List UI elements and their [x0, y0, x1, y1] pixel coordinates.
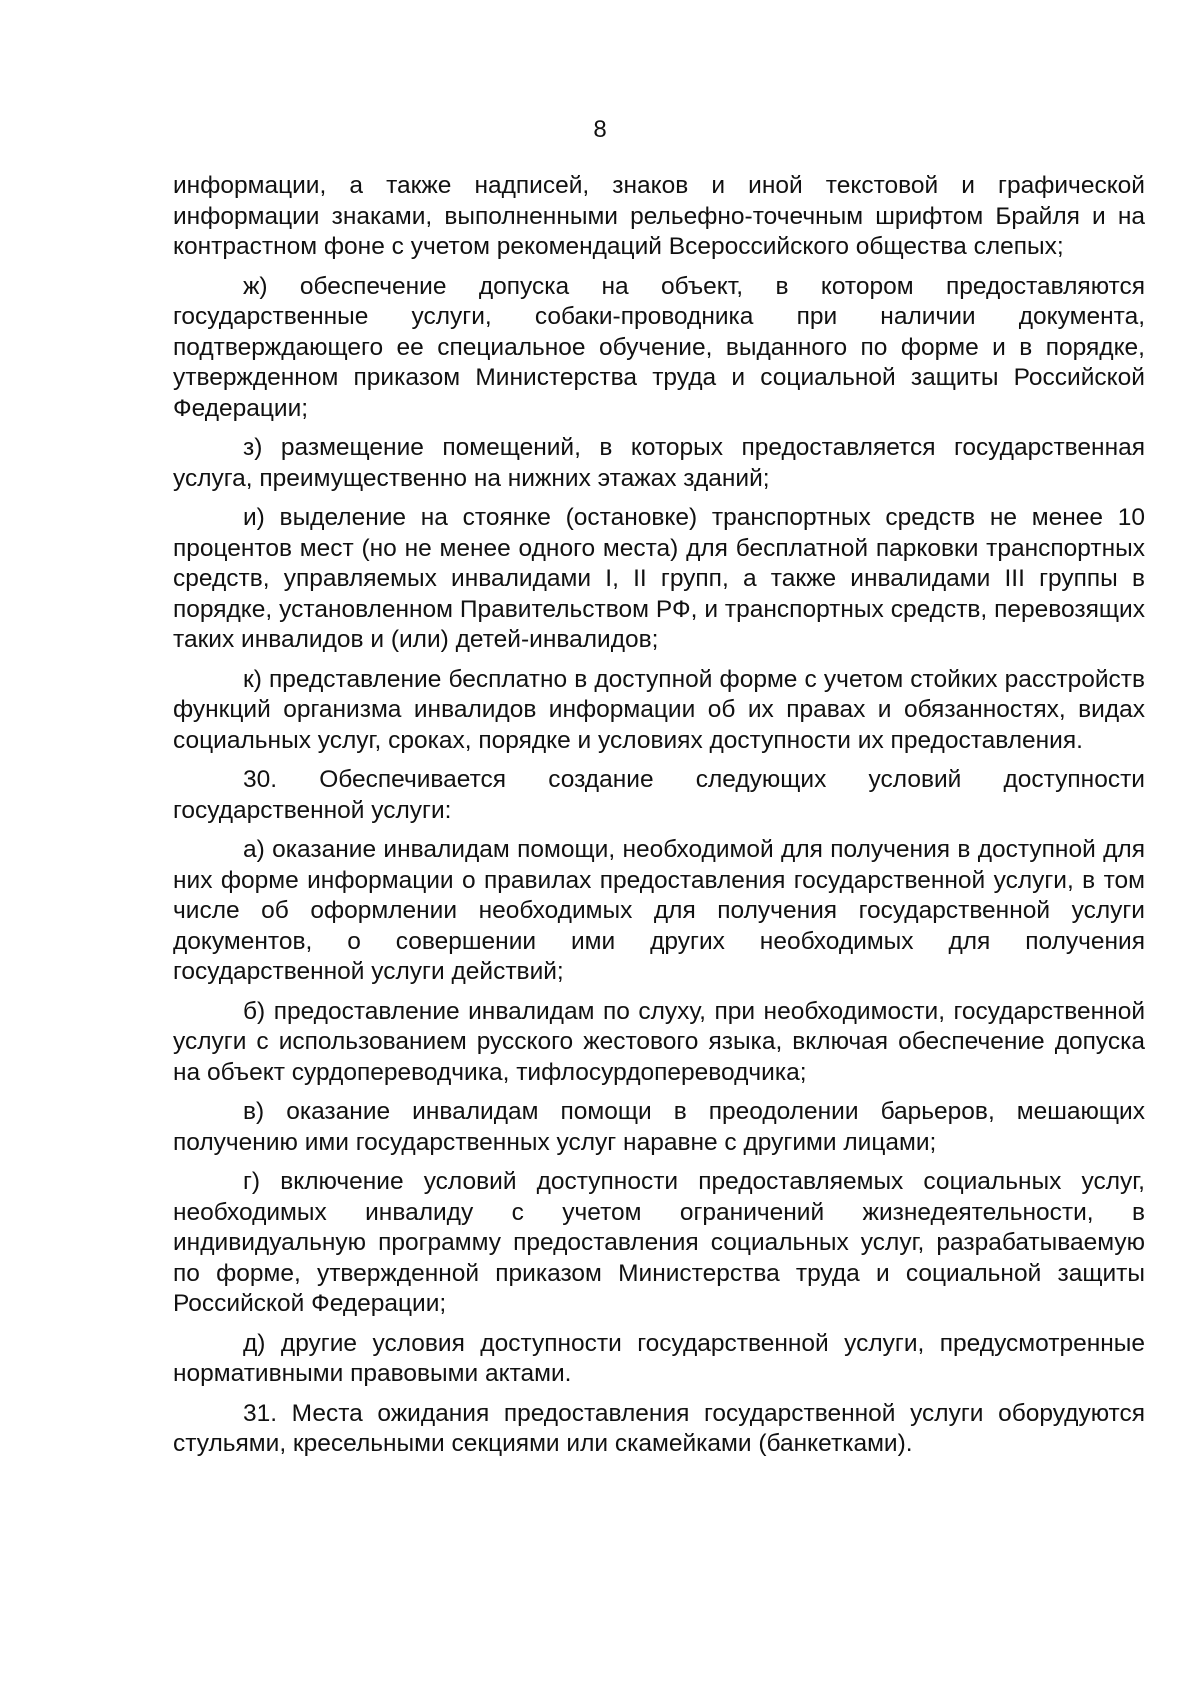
paragraph-section-30: 30. Обеспечивается создание следующих условий доступности государственной услуги:	[173, 766, 1145, 824]
paragraph-section-31: 31. Места ожидания предоставления государственной услуги оборудуются стульями, кресельными секциями или скамейками (банкетками).	[173, 1399, 1145, 1457]
paragraph-item-k: к) представление бесплатно в доступной форме с учетом стойких расстройств функций организма инвалидов информации об их правах и обязанностях, видах социальных услуг, сроках, порядке и условиях доступности их предоставления.	[173, 665, 1145, 754]
paragraph-item-b: б) предоставление инвалидам по слуху, при необходимости, государственной услуги с использованием русского жестового языка, включая обеспечение допуска на объект сурдопереводчика, тифлосурдопереводчика;	[173, 997, 1145, 1086]
paragraph-item-g: г) включение условий доступности предоставляемых социальных услуг, необходимых инвалиду с учетом ограничений жизнедеятельности, в индивидуальную программу предоставления социальных услуг, разрабатываемую по форме, утвержденной приказом Министерства труда и социальной защиты Российской Федерации;	[173, 1168, 1145, 1317]
paragraph-item-zh: ж) обеспечение допуска на объект, в котором предоставляются государственные услуги, собаки-проводника при наличии документа, подтверждающего ее специальное обучение, выданного по форме и в порядке, утвержденном приказом Министерства труда и социальной защиты Российской Федерации;	[173, 272, 1145, 422]
paragraph-continuation: информации, а также надписей, знаков и иной текстовой и графической информации знаками, выполненными рельефно-точечным шрифтом Брайля и на контрастном фоне с учетом рекомендаций Всероссийского общества слепых;	[173, 172, 1145, 260]
paragraph-item-z: з) размещение помещений, в которых предоставляется государственная услуга, преимущественно на нижних этажах зданий;	[173, 434, 1145, 492]
paragraph-item-d: д) другие условия доступности государственной услуги, предусмотренные нормативными правовыми актами.	[173, 1329, 1145, 1387]
paragraph-item-a: а) оказание инвалидам помощи, необходимой для получения в доступной для них форме информации о правилах предоставления государственной услуги, в том числе об оформлении необходимых для получения государственной услуги документов, о совершении ими других необходимых для получения государственной услуги действий;	[173, 836, 1145, 985]
paragraph-item-v: в) оказание инвалидам помощи в преодолении барьеров, мешающих получению ими государственных услуг наравне с другими лицами;	[173, 1098, 1145, 1156]
document-body	[173, 171, 1145, 1469]
paragraph-item-i: и) выделение на стоянке (остановке) транспортных средств не менее 10 процентов мест (но не менее одного места) для бесплатной парковки транспортных средств, управляемых инвалидами I, II групп, а также инвалидами III группы в порядке, установленном Правительством РФ, и транспортных средств, перевозящих таких инвалидов и (или) детей-инвалидов;	[173, 504, 1145, 653]
page-number: 8	[593, 116, 607, 143]
